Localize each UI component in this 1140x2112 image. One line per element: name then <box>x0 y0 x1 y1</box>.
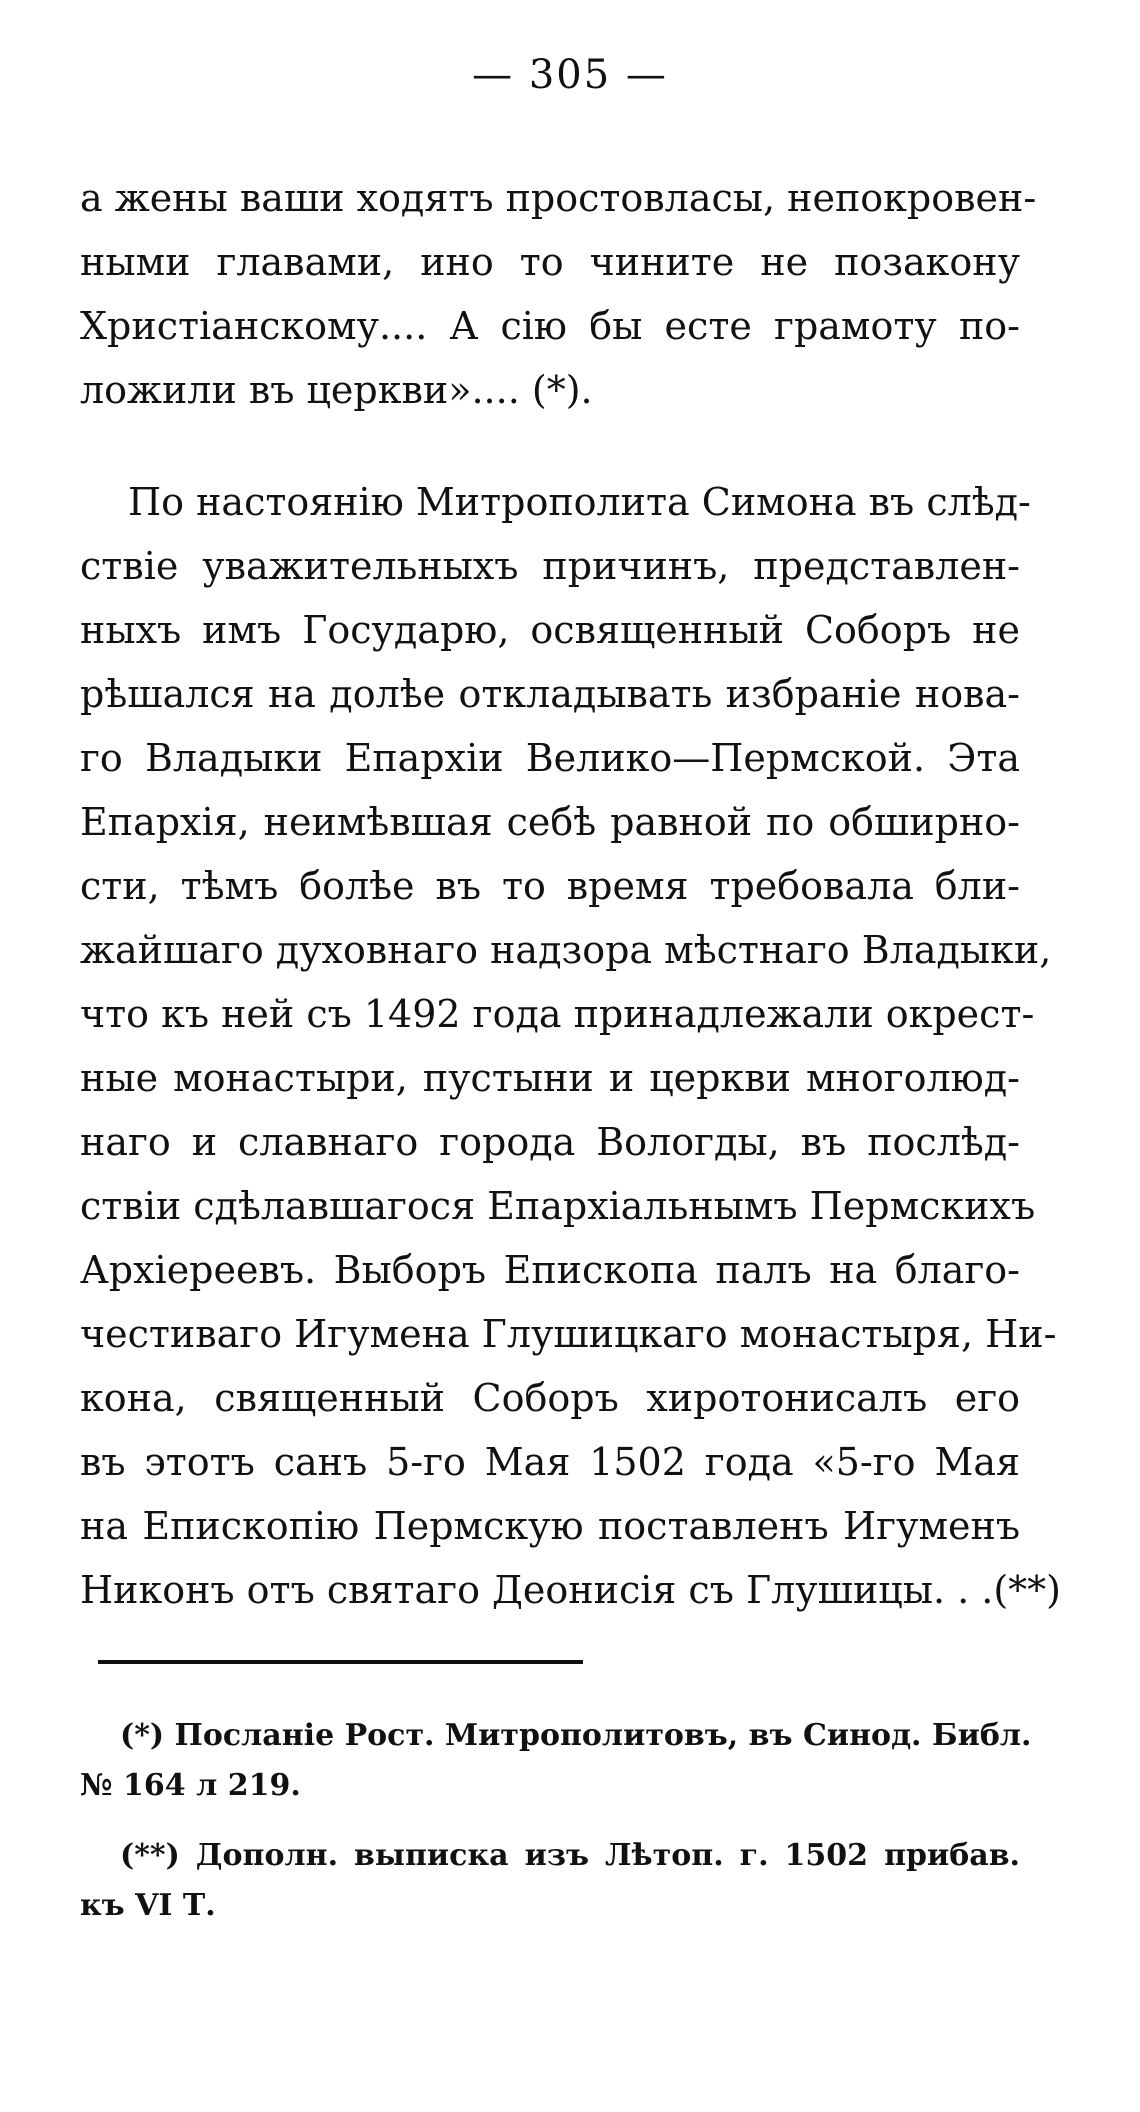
footnote-2-line-1: (**) Дополн. выписка изъ Лѣтоп. г. 1502 прибав. <box>120 1838 1020 1873</box>
text-line: По настоянію Митрополита Симона въ слѣд- <box>128 480 1031 524</box>
text-line: кона, священный Соборъ хиротонисалъ его <box>80 1376 1020 1420</box>
text-line: ными главами, ино то чините не позакону <box>80 240 1020 284</box>
text-line: а жены ваши ходятъ простовласы, непокровен- <box>80 176 1037 220</box>
text-line: Никонъ отъ святаго Деонисія съ Глушицы. . .(**) <box>80 1568 1062 1612</box>
text-line: ные монастыри, пустыни и церкви многолюд- <box>80 1056 1020 1100</box>
text-line: жайшаго духовнаго надзора мѣстнаго Владыки, <box>80 928 1052 972</box>
footnote-divider <box>98 1660 583 1664</box>
text-line: рѣшался на долѣе откладывать избраніе нова- <box>80 672 1020 716</box>
text-line: ложили въ церкви».... (*). <box>80 368 593 412</box>
page-number: — 305 — <box>472 52 668 98</box>
text-line: на Епископію Пермскую поставленъ Игуменъ <box>80 1504 1020 1548</box>
text-line: честиваго Игумена Глушицкаго монастыря, Ни- <box>80 1312 1057 1356</box>
text-line: Архіереевъ. Выборъ Епископа палъ на благо- <box>80 1248 1020 1292</box>
text-line: ствіе уважительныхъ причинъ, представлен- <box>80 544 1020 588</box>
footnote-1-line-2: № 164 л 219. <box>80 1768 301 1803</box>
text-line: ныхъ имъ Государю, освященный Соборъ не <box>80 608 1020 652</box>
text-line: что къ ней съ 1492 года принадлежали окрест- <box>80 992 1035 1036</box>
text-line: сти, тѣмъ болѣе въ то время требовала бли- <box>80 864 1020 908</box>
footnote-2-line-2: къ VI Т. <box>80 1888 216 1923</box>
text-line: Христіанскому.... А сію бы есте грамоту по- <box>80 304 1020 348</box>
footnote-1-line-1: (*) Посланіе Рост. Митрополитовъ, въ Синод. Библ. <box>120 1718 1032 1753</box>
text-line: Епархія, неимѣвшая себѣ равной по обширно- <box>80 800 1020 844</box>
text-line: го Владыки Епархіи Велико—Пермской. Эта <box>80 736 1020 780</box>
text-line: наго и славнаго города Вологды, въ послѣд- <box>80 1120 1020 1164</box>
text-line: ствіи сдѣлавшагося Епархіальнымъ Пермскихъ <box>80 1184 1036 1228</box>
text-line: въ этотъ санъ 5-го Мая 1502 года «5-го Мая <box>80 1440 1020 1484</box>
